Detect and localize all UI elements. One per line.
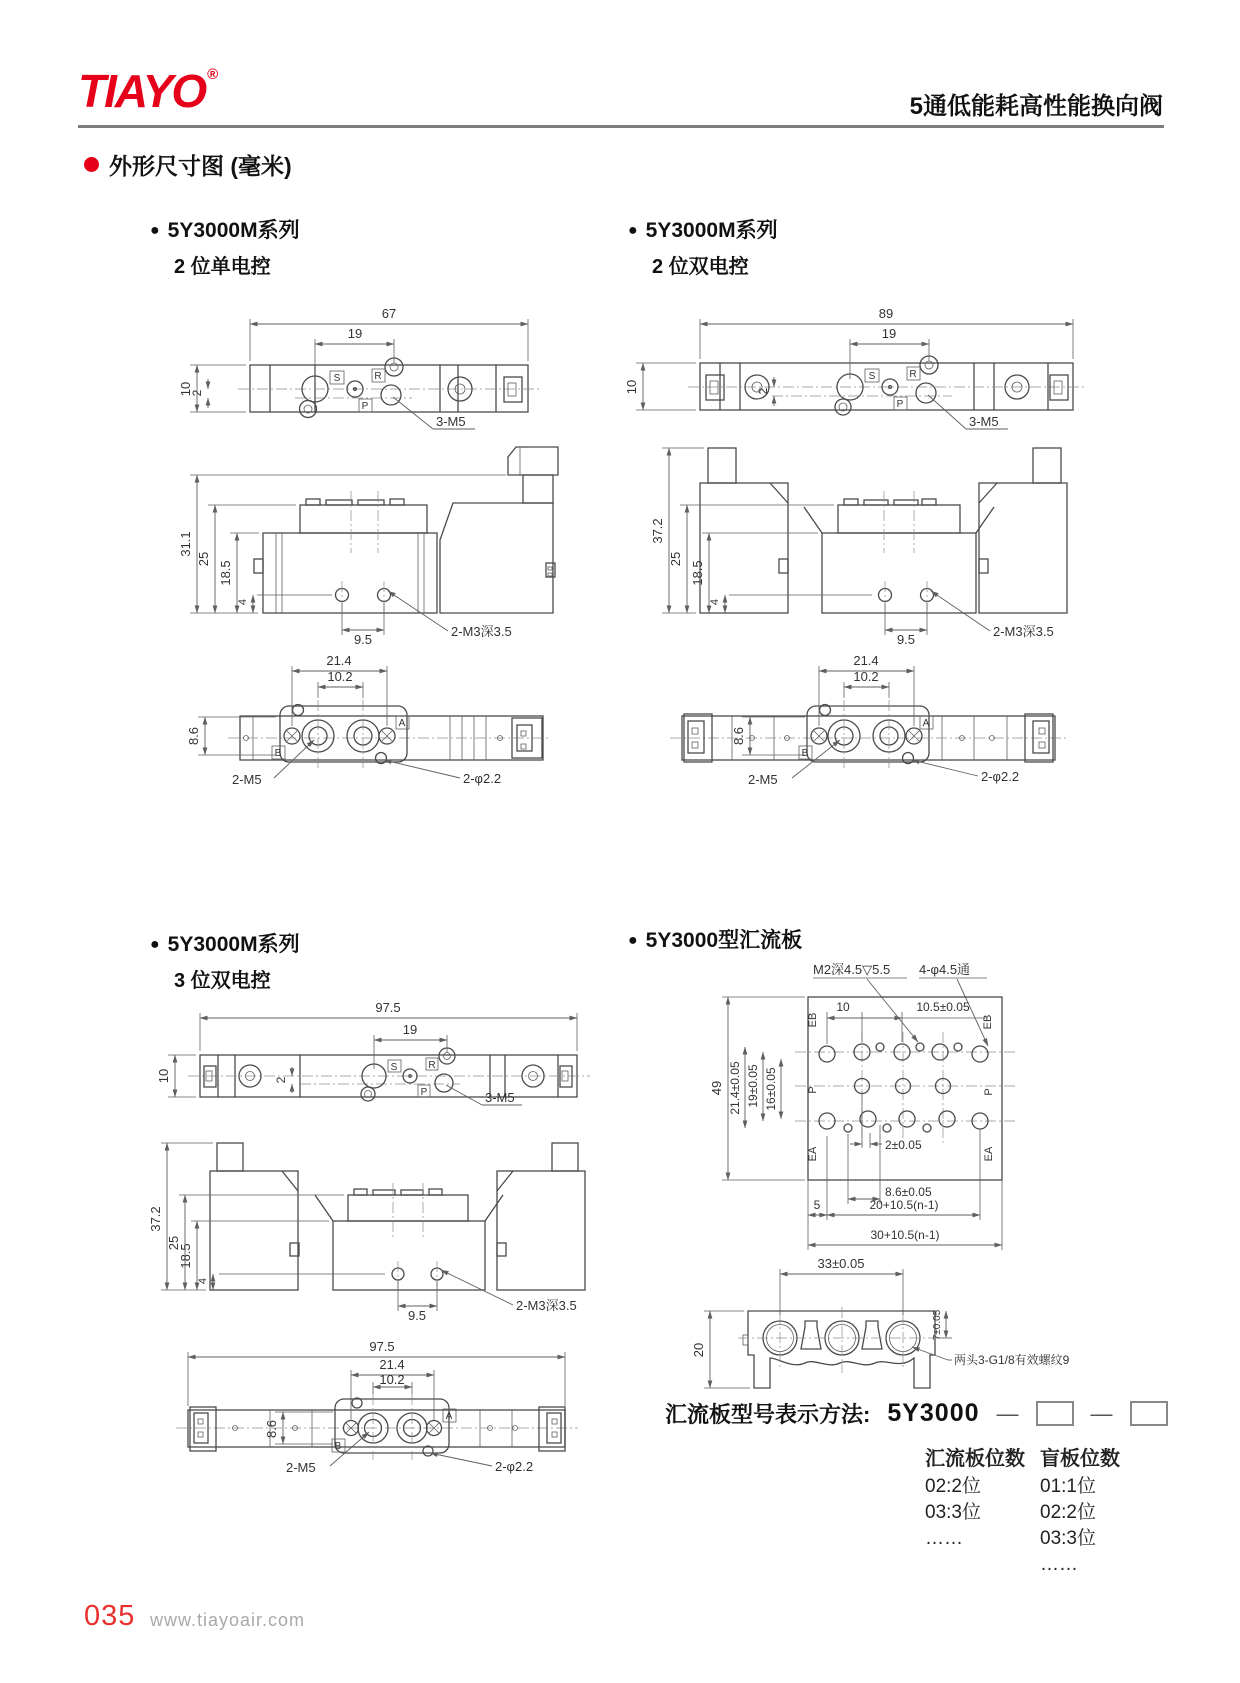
port-label-r: R: [428, 1060, 436, 1071]
d3-bottom-body: [176, 1394, 578, 1460]
dim-33: 33±0.05: [817, 1256, 865, 1271]
dim-h86: 8.6: [186, 726, 201, 746]
bullet-icon: ●: [628, 932, 638, 949]
ordering-label: 汇流板型号表示方法:: [665, 1402, 871, 1427]
brand-text: TIAYO: [78, 65, 206, 117]
dim-h86: 8.6: [264, 1419, 279, 1439]
dim-hole-pitch: 9.5: [896, 632, 916, 647]
dim-offset: 2: [190, 389, 204, 397]
port-label-a: A: [445, 1411, 453, 1422]
d2-side-view-drawing: [622, 443, 1082, 648]
dim-h86: 8.6: [731, 726, 746, 746]
port-label-ea: EA: [983, 1146, 995, 1162]
dim-5: 5: [813, 1198, 821, 1212]
port-label-s: S: [868, 371, 876, 382]
d1-top-body: [238, 358, 542, 418]
port-label-p: P: [983, 1088, 995, 1096]
dim-w102: 10.2: [379, 1372, 405, 1387]
d3-top-body: [188, 1048, 590, 1101]
d3-side-body: [210, 1143, 585, 1290]
page-number: 035: [84, 1600, 136, 1632]
port-label-eb: EB: [982, 1014, 994, 1030]
d4-manifold-top-drawing: [709, 958, 1065, 1276]
d1-side-view-drawing: [150, 443, 560, 648]
dim-h185: 18.5: [178, 1243, 193, 1269]
d1-side-body: [254, 447, 558, 613]
d4-manifold-front-drawing: [690, 1255, 1080, 1413]
dim-hole-pitch: 9.5: [407, 1308, 427, 1323]
dim-w214: 21.4: [379, 1357, 405, 1372]
d1-top-port-labels: [330, 369, 385, 412]
holes-callout: 2-φ2.2: [495, 1459, 534, 1474]
dim-2: 2±0.05: [885, 1138, 922, 1152]
d1-side-dimensions: [178, 475, 512, 647]
dim-49: 49: [709, 1080, 724, 1096]
port-label-p: P: [807, 1086, 819, 1094]
d2-bottom-body: [670, 700, 1067, 770]
dim-h185: 18.5: [690, 560, 705, 586]
dim-pitch: 19: [402, 1022, 418, 1037]
dim-total-height: 37.2: [148, 1206, 163, 1232]
thread-callout: 3-M5: [436, 414, 466, 429]
thread-callout: 2-M3深3.5: [451, 624, 512, 639]
dim-w102: 10.2: [853, 669, 879, 684]
manifold-ordering-row: [665, 1398, 1168, 1429]
d2-side-dimensions: [650, 448, 1054, 647]
ordering-box-stations: [1036, 1401, 1074, 1426]
port-label-s: S: [333, 373, 341, 384]
dim-20n: 20+10.5(n-1): [869, 1198, 939, 1212]
port-label-b: B: [334, 1441, 342, 1452]
port-label-a: A: [398, 718, 406, 729]
holes-callout: 2-φ2.2: [981, 769, 1020, 784]
dim-pitch: 19: [347, 326, 363, 341]
thread-callout: 2-M5: [232, 772, 262, 787]
port-label-p: P: [361, 401, 369, 412]
thread-callout-g18: 两头3-G1/8有效螺纹9: [954, 1353, 1070, 1367]
thread-callout: 2-M3深3.5: [993, 624, 1054, 639]
red-bullet-icon: [84, 157, 99, 172]
dim-height: 10: [624, 379, 639, 395]
col-item: ……: [925, 1528, 963, 1549]
dim-offset: 2: [756, 387, 770, 395]
d2-side-body: [700, 448, 1067, 613]
port-label-p: P: [420, 1087, 428, 1098]
dim-86: 8.6±0.05: [885, 1185, 932, 1199]
dim-total-height: 31.1: [178, 531, 193, 557]
dim-10: 10: [836, 1000, 850, 1014]
brand-logo: [78, 64, 218, 118]
dim-20: 20: [691, 1342, 706, 1358]
ordering-col-blanks: [1040, 1446, 1120, 1578]
col-title: 汇流板位数: [925, 1448, 1025, 1470]
ordering-box-blanks: [1130, 1401, 1168, 1426]
section-heading-label: 外形尺寸图 (毫米): [109, 153, 292, 179]
title-3pos-double: [150, 928, 300, 993]
dim-overall-width: 67: [381, 306, 397, 321]
dash: —: [996, 1400, 1019, 1426]
dim-h4: 4: [197, 1277, 209, 1285]
dim-pitch: 19: [881, 326, 897, 341]
holes-callout-45: 4-φ4.5通: [919, 962, 971, 977]
port-label-s: S: [390, 1062, 398, 1073]
series-name: 5Y3000型汇流板: [645, 929, 803, 952]
port-label-b: B: [801, 748, 809, 759]
dim-19: 19±0.05: [746, 1064, 760, 1108]
dim-214: 21.4±0.05: [728, 1061, 742, 1115]
col-item: ……: [1040, 1554, 1078, 1575]
dim-height: 10: [156, 1068, 171, 1084]
section-heading: [84, 148, 292, 181]
col-item: 02:2位: [925, 1476, 981, 1497]
d2-top-view-drawing: [622, 283, 1082, 443]
bullet-icon: ●: [150, 936, 160, 953]
dim-h4: 4: [237, 598, 249, 606]
d3-side-view-drawing: [145, 1133, 595, 1323]
series-subtitle: 2 位单电控: [174, 256, 271, 278]
col-item: 03:3位: [925, 1502, 981, 1523]
port-label-r: R: [374, 371, 382, 382]
dim-h25: 25: [196, 551, 211, 567]
series-name: 5Y3000M系列: [167, 933, 300, 956]
title-2pos-double: [628, 214, 778, 279]
dim-overall-width: 89: [878, 306, 894, 321]
dim-hole-pitch: 9.5: [353, 632, 373, 647]
d3-bottom-dimensions: [188, 1339, 565, 1475]
dim-height: 10: [178, 381, 193, 397]
port-label-a: A: [922, 718, 930, 729]
title-2pos-single: [150, 214, 300, 279]
d3-side-dimensions: [148, 1143, 577, 1323]
series-subtitle: 2 位双电控: [652, 256, 749, 278]
page-title: 5通低能耗高性能换向阀: [909, 93, 1163, 120]
dim-w214: 21.4: [853, 653, 879, 668]
thread-callout: 2-M5: [748, 772, 778, 787]
d1-top-dimensions: [178, 306, 528, 429]
series-subtitle: 3 位双电控: [174, 970, 271, 992]
dim-w102: 10.2: [327, 669, 353, 684]
dim-h4: 4: [709, 598, 721, 606]
col-item: 01:1位: [1040, 1476, 1096, 1497]
port-label-b: B: [274, 748, 282, 759]
d4-top-dimensions: [709, 997, 1002, 1250]
registered-mark-icon: ®: [207, 66, 219, 83]
d4-manifold-plate: [795, 997, 1015, 1180]
dim-105: 10.5±0.05: [916, 1000, 970, 1014]
dim-overall-width: 97.5: [369, 1339, 395, 1354]
port-label-eb: EB: [807, 1012, 819, 1028]
ordering-model: 5Y3000: [887, 1399, 980, 1427]
d2-top-port-labels: [865, 367, 920, 410]
dim-h25: 25: [166, 1235, 181, 1251]
dim-overall-width: 97.5: [375, 1000, 401, 1015]
dim-30n: 30+10.5(n-1): [870, 1228, 940, 1242]
thread-callout: 2-M3深3.5: [516, 1298, 577, 1313]
dim-h25: 25: [668, 551, 683, 567]
series-name: 5Y3000M系列: [645, 219, 778, 242]
header-divider: [78, 125, 1164, 128]
d2-bottom-view-drawing: [622, 648, 1082, 793]
port-label-p: P: [896, 399, 904, 410]
title-manifold: [628, 924, 802, 954]
dim-16: 16±0.05: [764, 1067, 778, 1111]
dash: —: [1090, 1400, 1113, 1426]
d1-bottom-dimensions: [186, 653, 501, 787]
dim-h185: 18.5: [218, 560, 233, 586]
thread-callout-m2: M2深4.5▽5.5: [813, 962, 891, 977]
col-item: 02:2位: [1040, 1502, 1096, 1523]
dim-7: 7±0.05: [932, 1309, 943, 1341]
thread-callout: 2-M5: [286, 1460, 316, 1475]
bullet-icon: ●: [150, 222, 160, 239]
series-name: 5Y3000M系列: [167, 219, 300, 242]
bullet-icon: ●: [628, 222, 638, 239]
d3-top-port-labels: [388, 1058, 438, 1098]
d3-bottom-view-drawing: [160, 1338, 600, 1486]
dim-total-height: 37.2: [650, 518, 665, 544]
port-label-r: R: [909, 369, 917, 380]
port-label-ea: EA: [807, 1146, 819, 1162]
website-url: www.tiayoair.com: [150, 1610, 306, 1630]
holes-callout: 2-φ2.2: [463, 771, 502, 786]
dim-w214: 21.4: [326, 653, 352, 668]
d1-bottom-view-drawing: [150, 648, 560, 793]
d2-top-body: [688, 356, 1084, 415]
thread-callout: 3-M5: [969, 414, 999, 429]
d1-bottom-body: [228, 700, 550, 770]
col-item: 03:3位: [1040, 1528, 1096, 1549]
ordering-col-stations: [925, 1446, 1025, 1552]
col-title: 盲板位数: [1040, 1448, 1120, 1470]
thread-callout: 3-M5: [485, 1090, 515, 1105]
d1-top-view-drawing: [150, 283, 560, 443]
d3-top-dimensions: [156, 1000, 577, 1105]
dim-offset: 2: [274, 1076, 288, 1084]
d3-top-view-drawing: [156, 993, 600, 1121]
